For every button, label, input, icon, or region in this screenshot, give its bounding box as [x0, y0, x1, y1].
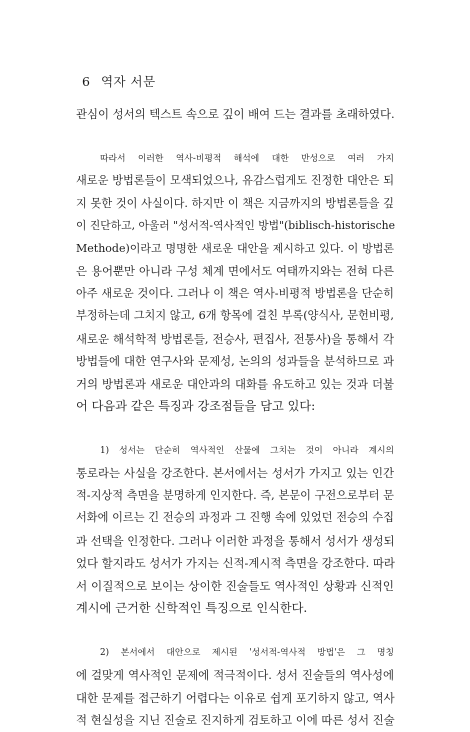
text-line: 서화에 이르는 긴 전승의 과정과 그 진행 속에 있었던 전승의 수집 — [76, 511, 394, 524]
page-number: 6 — [82, 74, 91, 89]
text-line: 에 걸맞게 역사적인 문제에 적극적이다. 성서 진술들의 역사성에 — [76, 668, 394, 682]
text-line: 적 현실성을 지닌 진술로 진지하게 검토하고 이에 따른 성서 진술 — [76, 713, 395, 727]
text-line: 었다 할지라도 성서가 가지는 신적-계시적 측면을 강조한다. 따라 — [76, 556, 395, 570]
text-line: 2) 본서에서 대안으로 제시된 '성서적-역사적 방법'은 그 명칭 — [100, 647, 394, 658]
running-head — [82, 72, 156, 90]
paragraph-gap — [76, 620, 394, 642]
text-line: 방법들에 대한 연구사와 문제성, 논의의 성과들을 분석하므로 과 — [76, 354, 394, 368]
text-line: 1) 성서는 단순히 역사적인 산물에 그치는 것이 아니라 계시의 — [100, 445, 394, 456]
text-line: 아주 새로운 것이다. 그러나 이 책은 역사-비평적 방법론을 단순히 — [76, 286, 394, 300]
paragraph — [76, 103, 394, 126]
text-line: 적-지상적 측면을 분명하게 인지한다. 즉, 본문이 구전으로부터 문 — [76, 488, 394, 502]
text-line: 거의 방법론과 새로운 대안과의 대화를 유도하고 있는 것과 더불 — [76, 376, 394, 391]
text-line: 새로운 방법론들이 모색되었으나, 유감스럽게도 진정한 대안은 되 — [76, 174, 394, 187]
paragraph — [76, 642, 394, 732]
text-line: 계시에 근거한 신학적인 특징으로 인식한다. — [76, 601, 308, 615]
text-line: Methode)이라고 명명한 새로운 대안을 제시하고 있다. 이 방법론 — [76, 241, 394, 255]
paragraph-gap — [76, 418, 394, 440]
body-text — [76, 103, 394, 732]
paragraph — [76, 440, 394, 620]
text-line: 서 이질적으로 보이는 상이한 진술들도 역사적인 상황과 신적인 — [76, 578, 394, 593]
text-line: 따라서 이러한 역사-비평적 해석에 대한 반성으로 여러 가지 — [100, 153, 394, 164]
paragraph — [76, 148, 394, 418]
text-line: 부정하는데 그치지 않고, 6개 항목에 걸친 부록(양식사, 문헌비평, — [76, 309, 394, 322]
text-line: 관심이 성서의 텍스트 속으로 깊이 배여 드는 결과를 초래하였다. — [76, 107, 395, 121]
text-line: 과 선택을 인정한다. 그러나 이러한 과정을 통해서 성서가 생성되 — [76, 533, 395, 548]
paragraph-gap — [76, 126, 394, 148]
text-line: 지 못한 것이 사실이다. 하지만 이 책은 지금까지의 방법론들을 깊 — [76, 196, 394, 210]
text-line: 통로라는 사실을 강조한다. 본서에서는 성서가 가지고 있는 인간 — [76, 466, 394, 480]
text-line: 이 진단하고, 아울러 "성서적-역사적인 방법"(biblisch-historische — [76, 219, 395, 232]
text-line: 어 다음과 같은 특징과 강조점들을 담고 있다: — [76, 399, 316, 413]
text-line: 은 용어뿐만 아니라 구성 체계 면에서도 여태까지와는 전혀 다른 — [76, 264, 394, 278]
text-line: 대한 문제를 접근하기 어렵다는 이유로 쉽게 포기하지 않고, 역사 — [76, 690, 395, 705]
section-title: 역자 서문 — [100, 74, 156, 89]
text-line: 새로운 해석학적 방법론들, 전승사, 편집사, 전통사)을 통해서 각 — [76, 331, 394, 346]
